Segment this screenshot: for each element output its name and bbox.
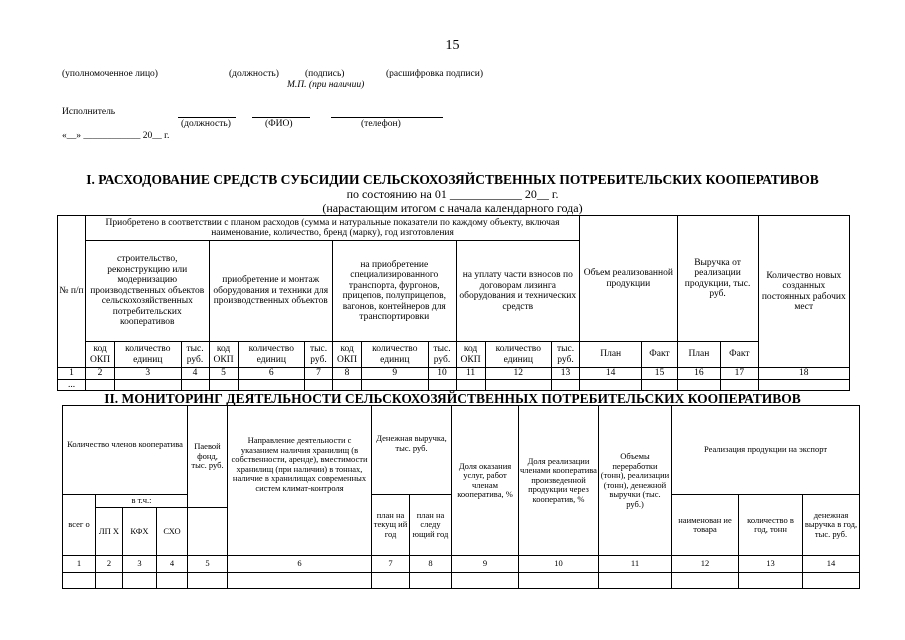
subheader-qty: количество единиц bbox=[362, 342, 428, 368]
header-processing: Объемы переработки (тонн), реализации (тонн), денежной выручки (тыс. руб.) bbox=[599, 406, 672, 556]
header-revenue: Выручка от реализации продукции, тыс. руб. bbox=[677, 216, 758, 342]
col-num: 6 bbox=[228, 556, 372, 573]
col-num: 5 bbox=[188, 556, 228, 573]
label-executor-fio: (ФИО) bbox=[265, 119, 293, 129]
row-dots: ... bbox=[58, 379, 86, 391]
page-number: 15 bbox=[445, 38, 460, 53]
label-authorized-person: (уполномоченное лицо) bbox=[62, 69, 158, 79]
header-volume: Объем реализованной продукции bbox=[580, 216, 678, 342]
col-num: 1 bbox=[63, 556, 96, 573]
col-num: 7 bbox=[372, 556, 410, 573]
header-transport: на приобретение специализированного транспорта, фургонов, прицепов, полуприцепов, вагонов, контейнеров для транспортировки bbox=[333, 241, 457, 342]
executor-date: «__» ____________ 20__ г. bbox=[62, 131, 170, 141]
subheader-code: код ОКП bbox=[209, 342, 238, 368]
header-construction: строительство, реконструкцию или модернизацию производственных объектов сельскохозяйственных потребительских кооперативов bbox=[86, 241, 210, 342]
executor-phone-line bbox=[331, 117, 443, 118]
subheader-plan: План bbox=[580, 342, 642, 368]
col-num: 16 bbox=[677, 368, 721, 380]
header-num: № п/п bbox=[58, 216, 86, 368]
col-num: 4 bbox=[181, 368, 209, 380]
col-num: 4 bbox=[157, 556, 188, 573]
col-num: 11 bbox=[456, 368, 485, 380]
header-equipment: приобретение и монтаж оборудования и техники для производственных объектов bbox=[209, 241, 333, 342]
header-export-revenue: денежная выручка в год, тыс. руб. bbox=[803, 495, 860, 556]
label-signature-decode: (расшифровка подписи) bbox=[386, 69, 483, 79]
header-incl: в т.ч.: bbox=[96, 495, 188, 508]
header-export-qty: количество в год, тонн bbox=[739, 495, 803, 556]
executor-position-line bbox=[178, 117, 236, 118]
label-position: (должность) bbox=[229, 69, 279, 79]
executor-fio-line bbox=[252, 117, 310, 118]
label-signature: (подпись) bbox=[305, 69, 345, 79]
subheader-code: код ОКП bbox=[333, 342, 362, 368]
col-num: 2 bbox=[86, 368, 115, 380]
subheader-qty: количество единиц bbox=[115, 342, 181, 368]
header-plan-current: план на текущ ий год bbox=[372, 495, 410, 556]
header-jobs: Количество новых созданных постоянных рабочих мест bbox=[758, 216, 849, 368]
section1-asof: по состоянию на 01 ____________ 20__ г. bbox=[346, 187, 559, 201]
col-num: 17 bbox=[721, 368, 758, 380]
section1-title: I. РАСХОДОВАНИЕ СРЕДСТВ СУБСИДИИ СЕЛЬСКОХОЗЯЙСТВЕННЫХ ПОТРЕБИТЕЛЬСКИХ КООПЕРАТИВОВ bbox=[86, 172, 819, 187]
label-executor-position: (должность) bbox=[181, 119, 231, 129]
header-sales-share: Доля реализации членами кооператива произведенной продукции через кооператив, % bbox=[519, 406, 599, 556]
subsidy-expenditure-table bbox=[57, 215, 850, 391]
subheader-code: код ОКП bbox=[86, 342, 115, 368]
subheader-rub: тыс. руб. bbox=[305, 342, 333, 368]
header-product-name: наименован ие товара bbox=[672, 495, 739, 556]
header-fund: Паевой фонд, тыс. руб. bbox=[188, 406, 228, 508]
subheader-rub: тыс. руб. bbox=[181, 342, 209, 368]
header-leasing: на уплату части взносов по договорам лизинга оборудования и технических средств bbox=[456, 241, 580, 342]
col-num: 13 bbox=[739, 556, 803, 573]
col-num: 9 bbox=[362, 368, 428, 380]
header-acquired: Приобретено в соответствии с планом расходов (сумма и натуральные показатели по каждому объекту, включая наименование, количество, бренд (марку), год изготовления bbox=[86, 216, 580, 241]
label-executor-phone: (телефон) bbox=[361, 119, 401, 129]
table-row bbox=[58, 379, 850, 391]
col-num: 10 bbox=[428, 368, 456, 380]
col-num: 10 bbox=[519, 556, 599, 573]
label-executor: Исполнитель bbox=[62, 107, 116, 117]
col-num: 2 bbox=[96, 556, 123, 573]
subheader-rub: тыс. руб. bbox=[552, 342, 580, 368]
col-num: 18 bbox=[758, 368, 849, 380]
header-lph: ЛП Х bbox=[96, 508, 123, 556]
header-cash-revenue: Денежная выручка, тыс. руб. bbox=[372, 406, 452, 495]
col-num: 1 bbox=[58, 368, 86, 380]
col-num: 7 bbox=[305, 368, 333, 380]
cooperative-monitoring-table bbox=[62, 405, 860, 589]
subheader-qty: количество единиц bbox=[238, 342, 304, 368]
col-num: 15 bbox=[642, 368, 677, 380]
col-num: 3 bbox=[115, 368, 181, 380]
col-num: 14 bbox=[803, 556, 860, 573]
col-num: 3 bbox=[123, 556, 157, 573]
col-num: 13 bbox=[552, 368, 580, 380]
section1-note: (нарастающим итогом с начала календарного года) bbox=[322, 201, 583, 215]
header-sho: СХО bbox=[157, 508, 188, 556]
subheader-fact: Факт bbox=[721, 342, 758, 368]
col-num: 14 bbox=[580, 368, 642, 380]
col-num: 12 bbox=[485, 368, 551, 380]
col-num: 6 bbox=[238, 368, 304, 380]
table-row bbox=[63, 573, 860, 589]
column-number-row bbox=[63, 556, 860, 573]
section2-title: II. МОНИТОРИНГ ДЕЯТЕЛЬНОСТИ СЕЛЬСКОХОЗЯЙСТВЕННЫХ ПОТРЕБИТЕЛЬСКИХ КООПЕРАТИВОВ bbox=[104, 391, 801, 406]
header-direction: Направление деятельности с указанием наличия хранилищ (в собственности, аренде), вместимости хранилищ (при наличии) в тоннах, наличие в хранилищах современных систем климат-контроля bbox=[228, 406, 372, 556]
header-plan-next: план на следу ющий год bbox=[410, 495, 452, 556]
subheader-rub: тыс. руб. bbox=[428, 342, 456, 368]
col-num: 11 bbox=[599, 556, 672, 573]
col-num: 8 bbox=[333, 368, 362, 380]
header-services-share: Доля оказания услуг, работ членам кооператива, % bbox=[452, 406, 519, 556]
col-num: 12 bbox=[672, 556, 739, 573]
col-num: 9 bbox=[452, 556, 519, 573]
subheader-plan: План bbox=[677, 342, 721, 368]
subheader-fact: Факт bbox=[642, 342, 677, 368]
label-stamp: М.П. (при наличии) bbox=[287, 80, 365, 90]
header-kfh: КФХ bbox=[123, 508, 157, 556]
header-members: Количество членов кооператива bbox=[63, 406, 188, 495]
col-num: 8 bbox=[410, 556, 452, 573]
col-num: 5 bbox=[209, 368, 238, 380]
subheader-qty: количество единиц bbox=[485, 342, 551, 368]
header-members-total: всег о bbox=[63, 495, 96, 556]
subheader-code: код ОКП bbox=[456, 342, 485, 368]
column-number-row bbox=[58, 368, 850, 380]
header-export: Реализация продукции на экспорт bbox=[672, 406, 860, 495]
